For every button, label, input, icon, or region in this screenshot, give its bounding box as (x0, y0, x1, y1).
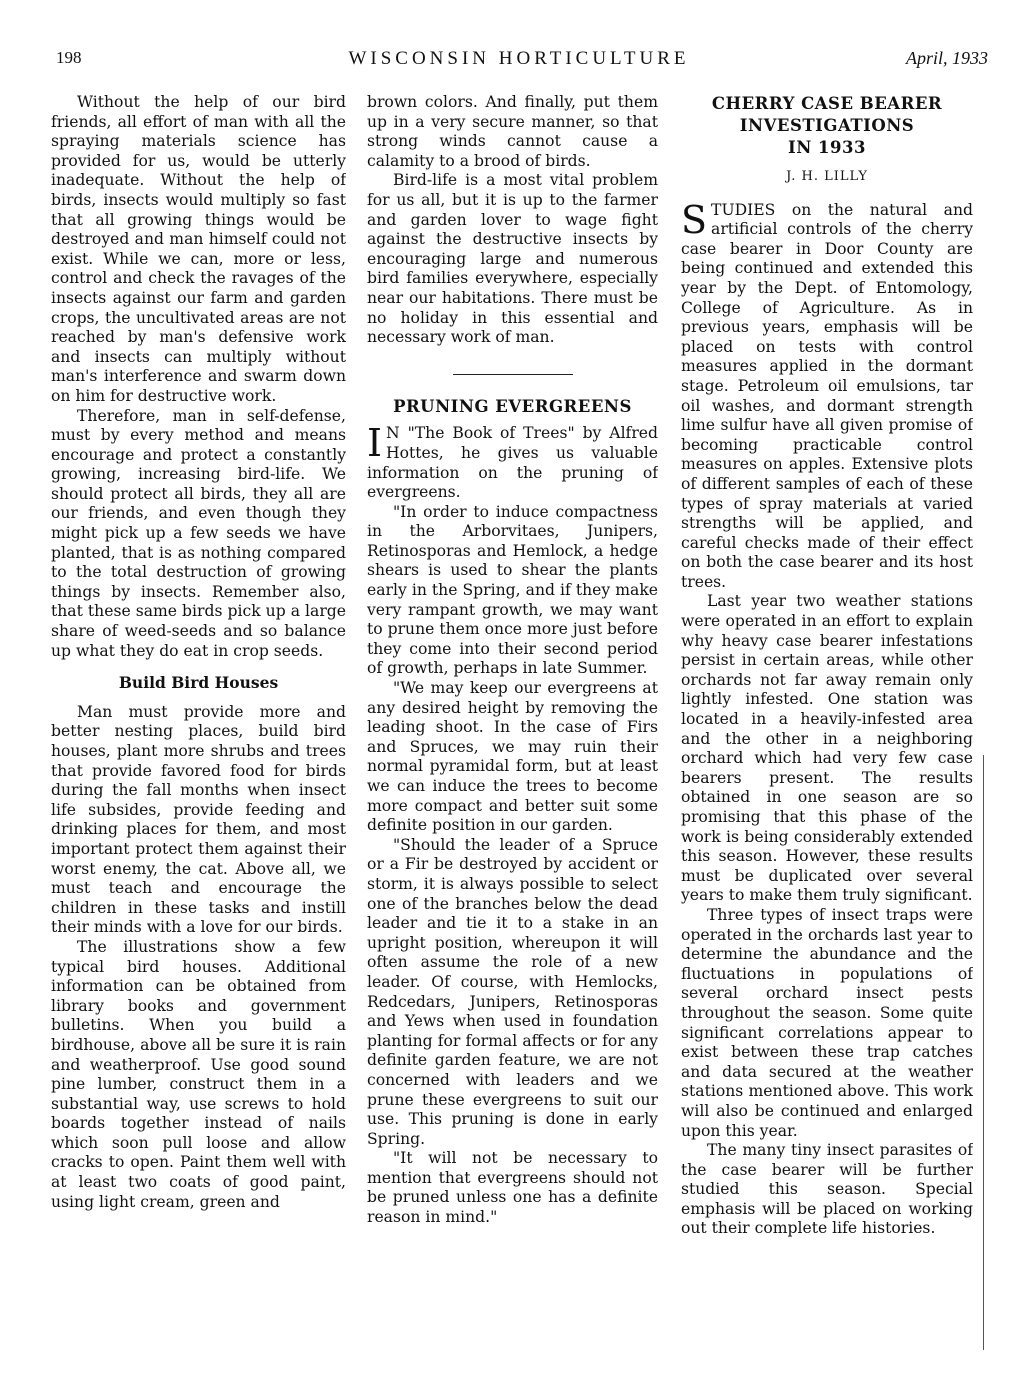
paragraph: The many tiny insect parasites of the case bearer will be further studied this season. Special emphasis will be placed on working out their complete life histories. (681, 1141, 973, 1238)
subheading-build-bird-houses: Build Bird Houses (118, 673, 279, 693)
margin-rule (983, 755, 984, 1350)
article-title-line: CHERRY CASE BEARER (711, 94, 943, 113)
issue-date: April, 1933 (905, 48, 988, 68)
paragraph: Therefore, man in self-defense, must by every method and means encourage and protect a constantly growing, increasing bird-life. We should protect all birds, they all are our friends, and even though they might pick up a few seeds we have planted, that is as nothing compared to the total destruction of growing things by insects. Remember also, that these same birds pick up a large share of weed-seeds and so balance up what they do eat in crop seeds. (51, 406, 346, 660)
paragraph-with-dropcap (367, 421, 658, 502)
column-3 (681, 93, 973, 1353)
paragraph: brown colors. And finally, put them up in a very secure manner, so that strong winds cannot cause a calamity to a brood of birds. (367, 93, 658, 170)
paragraph: Man must provide more and better nesting places, build bird houses, plant more shrubs and trees that provide favored food for birds during the fall months when insect life subsides, provide feeding and drinking places for them, and most important protect them against their worst enemy, the cat. Above all, we must teach and encourage the children in these tasks and instill their minds with a love for our birds. (51, 702, 346, 937)
paragraph-text: TUDIES on the natural and artificial controls of the cherry case bearer in Door County are being continued and extended this year by the Dept. of Entomology, College of Agriculture. As in previous years, emphasis will be placed on tests with control measures applied in the dormant stage. Petroleum oil emulsions, tar oil washes, and dormant strength lime sulfur have all given promise of becoming practicable control measures on apples. Extensive plots of different samples of each of these types of spray materials at varied strengths will be applied, and careful checks made of their effect on both the case bearer and its host trees. (681, 200, 973, 591)
paragraph: The illustrations show a few typical bird houses. Additional information can be obtained from library books and government bulletins. When you build a birdhouse, above all be sure it is rain and weatherproof. Use good sound pine lumber, construct them in a substantial way, use screws to hold boards together instead of nails which soon pull loose and allow cracks to open. Paint them well with at least two coats of good paint, using light cream, green and (51, 937, 346, 1211)
article-title-line: INVESTIGATIONS (739, 116, 915, 135)
column-2 (367, 93, 658, 1353)
journal-title: WISCONSIN HORTICULTURE (348, 48, 690, 69)
drop-cap: I (367, 421, 383, 466)
paragraph: Without the help of our bird friends, all effort of man with all the spraying materials science has provided for us, would be utterly inadequate. Without the help of birds, insects would multiply so fast that all growing things would be destroyed and man himself could not exist. While we can, more or less, control and check the ravages of the insects against our farm and garden crops, the uncultivated areas are not reached by man's defensive work and insects can multiply without man's interference and swarm down on him for destructive work. (51, 93, 346, 405)
paragraph: "In order to induce compactness in the Arborvitaes, Junipers, Retinosporas and Hemlock, a hedge shears is used to shear the plants early in the Spring, and if they make very rampant growth, we may want to prune them once more just before they come into their second period of growth, perhaps in late Summer. (367, 502, 658, 678)
paragraph-with-dropcap (681, 197, 973, 593)
paragraph: Last year two weather stations were operated in an effort to explain why heavy case bearer infestations persist in certain areas, while other orchards not far away remain only lightly infested. One station was located in a heavily-infested area and the other in a neighboring orchard which had very few case bearers present. The results obtained in one season are so promising that this phase of the work is being considerably extended this season. However, these results must be duplicated over several years to make them truly significant. (681, 592, 973, 905)
paragraph: Bird-life is a most vital problem for us all, but it is up to the farmer and garden lover to wage fight against the destructive insects by encouraging large and numerous bird families everywhere, especially near our habitations. There must be no holiday in this essential and necessary work of man. (367, 171, 658, 347)
paragraph: "Should the leader of a Spruce or a Fir be destroyed by accident or storm, it is always possible to select one of the branches below the dead leader and tie it to a stake in an upright position, whereupon it will often assume the role of a new leader. Of course, with Hemlocks, Redcedars, Junipers, Retinosporas and Yews when used in foundation planting for formal affects or for any definite garden feature, we are not concerned with leaders and we prune these evergreens to suit our use. This pruning is done in early Spring. (367, 835, 658, 1148)
article-title-line: IN 1933 (788, 138, 866, 157)
drop-cap: S (681, 197, 708, 242)
article-title-pruning-evergreens: PRUNING EVERGREENS (393, 396, 632, 416)
byline: J. H. LILLY (786, 169, 868, 184)
page-header (50, 44, 988, 74)
paragraph-text: N "The Book of Trees" by Alfred Hottes, he gives us valuable information on the pruning of evergreens. (367, 424, 658, 502)
page-number: 198 (56, 48, 82, 67)
section-divider (453, 374, 573, 375)
article-title-cherry-case-bearer (681, 93, 973, 159)
paragraph: "It will not be necessary to mention that evergreens should not be pruned unless one has a definite reason in mind." (367, 1149, 658, 1227)
paragraph: Three types of insect traps were operated in the orchards last year to determine the abundance and the fluctuations in populations of several orchard insect pests throughout the season. Some quite significant correlations appear to exist between these trap catches and data secured at the weather stations mentioned above. This work will also be continued and enlarged upon this year. (681, 905, 973, 1140)
paragraph: "We may keep our evergreens at any desired height by removing the leading shoot. In the case of Firs and Spruces, we may ruin their normal pyramidal form, but at least we can induce the trees to become more compact and better suit some definite position in our garden. (367, 679, 658, 835)
column-1 (51, 93, 346, 1353)
